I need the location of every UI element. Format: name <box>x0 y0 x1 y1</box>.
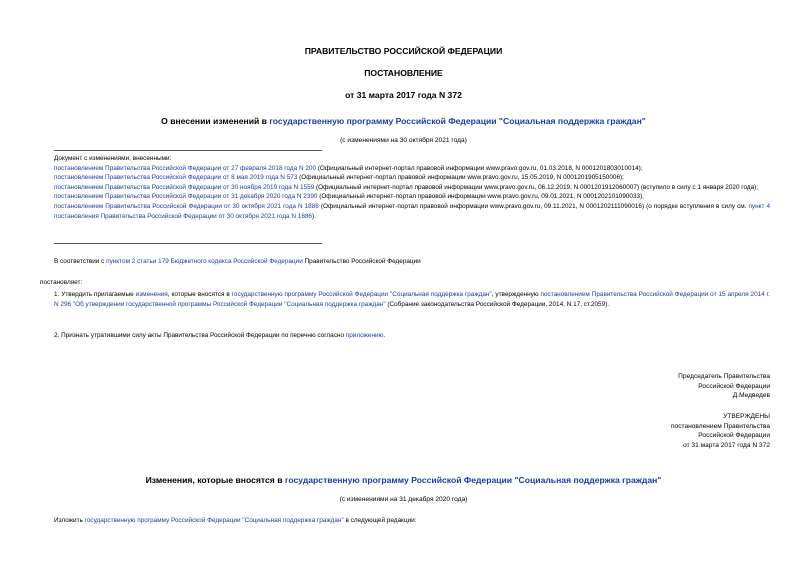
document-date: от 31 марта 2017 года N 372 <box>345 90 462 100</box>
changes-title-program-link[interactable]: государственную программу Российской Федерации "Социальная поддержка граждан" <box>284 475 662 485</box>
change-link-5b[interactable]: пункт 4 постановления Правительства Российской Федерации от 30 октября 2021 года N 1886 <box>54 202 770 220</box>
change-rest-3: (Официальный интернет-портал правовой информации www.pravo.gov.ru, 06.12.2019, N 0001201912060007) (вступило в силу с 1 января 2020 года); <box>314 183 759 191</box>
change-link-3[interactable]: постановлением Правительства Российской Федерации от 30 ноября 2019 года N 1559 <box>54 183 315 191</box>
item-2-paragraph <box>54 331 770 341</box>
title-prefix: О внесении изменений в <box>161 116 270 126</box>
approved-block <box>560 412 770 450</box>
changes-link[interactable]: изменения <box>135 291 168 298</box>
item2-b: . <box>383 332 386 339</box>
change-tail-5: ). <box>311 212 316 220</box>
change-rest-2: (Официальный интернет-портал правовой информации www.pravo.gov.ru, 15.05.2019, N 0001201905150006); <box>297 174 624 182</box>
item1-b: , которые вносятся в <box>167 291 232 298</box>
approved-date: от 31 марта 2017 года N 372 <box>683 441 770 449</box>
change-item <box>54 183 770 193</box>
changes-intro: Документ с изменениями, внесенными: <box>54 155 172 162</box>
approved-org: Российской Федерации <box>698 432 770 440</box>
signature-name: Д.Медведев <box>732 392 770 400</box>
program-link[interactable]: государственную программу Российской Федерации "Социальная поддержка граждан" <box>231 291 492 298</box>
edition-note: (с изменениями на 30 октября 2021 года) <box>340 137 467 144</box>
resolution-296-link[interactable]: постановлением Правительства Российской Федерации от 15 апреля 2014 г. N 296 "Об утверждении государственной программы Российской Федерации "Социальная поддержка граждан" <box>54 291 770 308</box>
divider-bottom <box>54 243 322 244</box>
change-link-5[interactable]: постановлением Правительства Российской Федерации от 30 октября 2021 года N 1886 <box>54 202 319 210</box>
item1-a: 1. Утвердить прилагаемые <box>54 291 136 298</box>
changes-block <box>54 154 770 221</box>
change-item <box>54 164 770 174</box>
divider-top <box>54 150 322 151</box>
final-suffix: в следующей редакции: <box>343 517 417 524</box>
approved-by: постановлением Правительства <box>670 422 770 430</box>
document-title <box>0 116 807 126</box>
accordance-paragraph <box>54 257 770 267</box>
appendix-link[interactable]: приложению <box>345 332 384 339</box>
change-rest-5: (Официальный интернет-портал правовой информации www.pravo.gov.ru, 09.11.2021, N 0001202111090016) (о порядке вступления в силу см. <box>318 202 749 210</box>
government-heading: ПРАВИТЕЛЬСТВО РОССИЙСКОЙ ФЕДЕРАЦИИ <box>304 46 503 56</box>
change-rest-1: (Официальный интернет-портал правовой информации www.pravo.gov.ru, 01.03.2018, N 0001201803010014); <box>316 164 643 172</box>
decides-text: постановляет: <box>40 279 83 286</box>
title-program-link[interactable]: государственную программу Российской Федерации "Социальная поддержка граждан" <box>269 116 646 126</box>
accordance-suffix: Правительство Российской Федерации <box>302 258 421 265</box>
final-program-link[interactable]: государственную программу Российской Федерации "Социальная поддержка граждан" <box>84 517 344 524</box>
change-link-2[interactable]: постановлением Правительства Российской Федерации от 8 мая 2019 года N 573 <box>54 174 298 182</box>
changes-edition-note: (с изменениями на 31 декабря 2020 года) <box>339 496 468 503</box>
change-item <box>54 192 770 202</box>
item1-c: , утвержденную <box>491 291 541 298</box>
item2-a: 2. Признать утратившими силу акты Правительства Российской Федерации по перечню согласно <box>54 332 346 339</box>
item-1-paragraph <box>54 290 770 309</box>
change-item <box>54 202 770 221</box>
signature-title: Председатель Правительства <box>678 373 770 380</box>
change-link-4[interactable]: постановлением Правительства Российской Федерации от 31 декабря 2020 года N 2390 <box>54 193 318 201</box>
accordance-prefix: В соответствии с <box>54 258 107 265</box>
final-paragraph <box>54 516 770 526</box>
changes-title-prefix: Изменения, которые вносятся в <box>145 475 285 485</box>
change-link-1[interactable]: постановлением Правительства Российской Федерации от 27 февраля 2018 года N 200 <box>54 164 317 172</box>
item1-d: (Собрание законодательства Российской Федерации, 2014, N 17, ст.2059). <box>385 300 610 308</box>
budget-code-link[interactable]: пунктом 2 статьи 179 Бюджетного кодекса Российской Федерации <box>106 258 303 265</box>
change-rest-4: (Официальный интернет-портал правовой информации www.pravo.gov.ru, 09.01.2021, N 0001202101090033); <box>317 193 645 201</box>
changes-title <box>0 475 807 485</box>
signature-block <box>560 372 770 401</box>
document-type: ПОСТАНОВЛЕНИЕ <box>364 68 443 78</box>
signature-org: Российской Федерации <box>698 382 770 390</box>
change-item <box>54 173 770 183</box>
approved-label: УТВЕРЖДЕНЫ <box>723 413 770 420</box>
final-prefix: Изложить <box>54 517 85 524</box>
